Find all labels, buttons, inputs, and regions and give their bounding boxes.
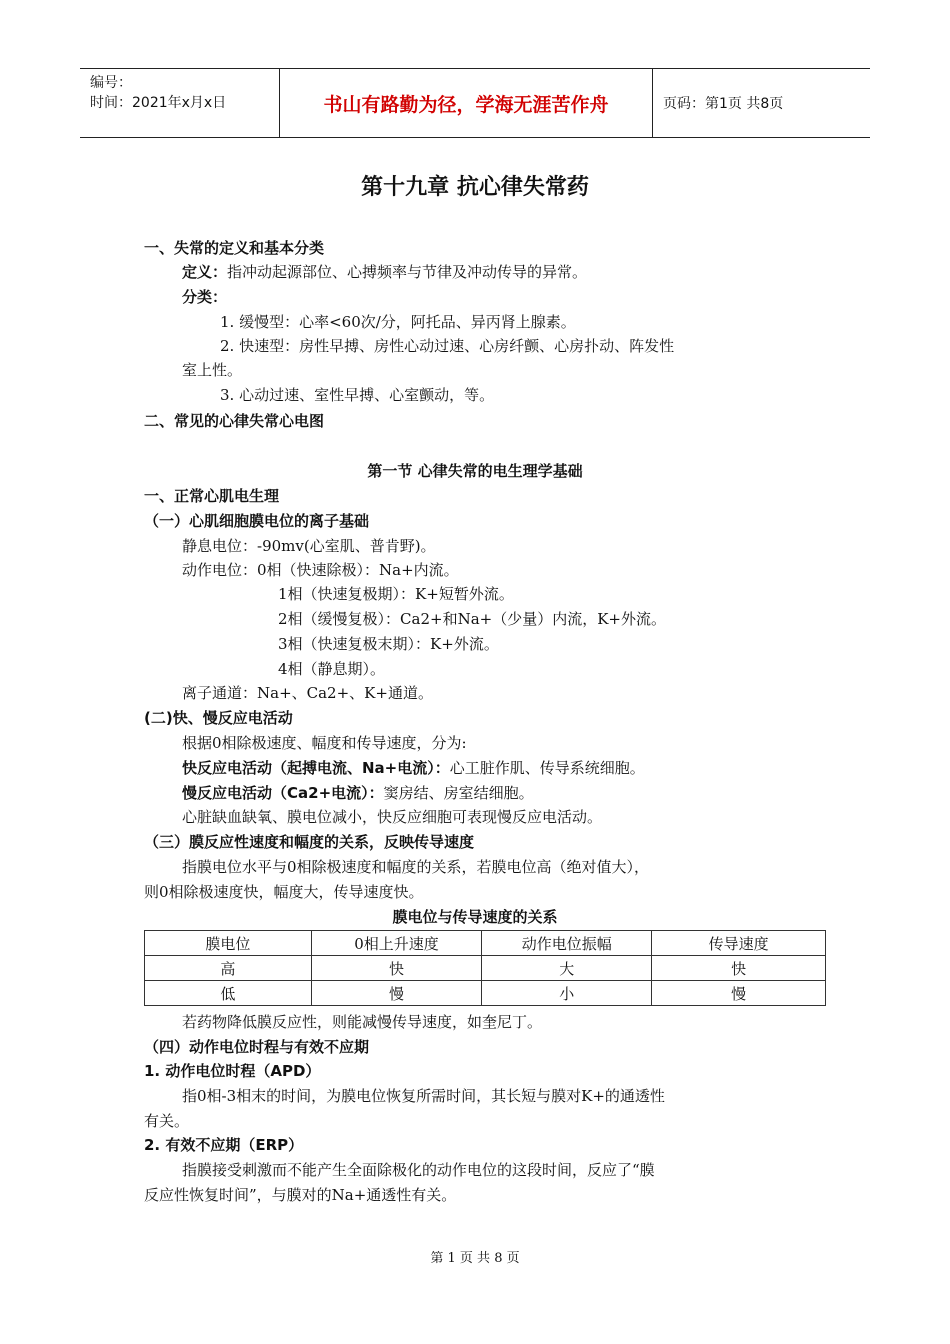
part-heading: 一、正常心肌电生理 (144, 487, 280, 505)
classification-label: 分类： (182, 288, 228, 306)
table-cell: 大 (482, 956, 652, 981)
table-cell: 低 (145, 981, 312, 1006)
table-row (145, 956, 826, 981)
resting-potential: 静息电位：-90mv(心室肌、普肯野)。 (182, 537, 436, 555)
membrane-potential-table (144, 930, 826, 1006)
table-cell: 慢 (652, 981, 826, 1006)
table-header-cell: 膜电位 (145, 931, 312, 956)
section-heading: 一、失常的定义和基本分类 (144, 239, 325, 257)
table-cell: 慢 (311, 981, 481, 1006)
subsection-heading: （一）心肌细胞膜电位的离子基础 (144, 512, 370, 530)
list-item: 3. 心动过速、室性早搏、心室颤动，等。 (220, 386, 495, 404)
paragraph: 则0相除极速度快，幅度大，传导速度快。 (144, 883, 424, 901)
slow-response-label: 慢反应电活动（Ca2+电流）： (182, 784, 384, 802)
table-header-cell: 动作电位振幅 (482, 931, 652, 956)
fast-response-label: 快反应电活动（起搏电流、Na+电流）： (182, 759, 450, 777)
date-label: 时间：2021年x月x日 (90, 95, 227, 111)
definition (182, 260, 587, 284)
definition-text: 指冲动起源部位、心搏频率与节律及冲动传导的异常。 (227, 263, 588, 281)
erp-heading: 2. 有效不应期（ERP） (144, 1136, 304, 1154)
phase-3: 3相（快速复极末期）：K+外流。 (278, 635, 499, 653)
subsection-heading: （三）膜反应性速度和幅度的关系，反映传导速度 (144, 833, 475, 851)
page-footer: 第 1 页 共 8 页 (430, 1251, 520, 1266)
fast-response-text: 心工脏作肌、传导系统细胞。 (449, 759, 645, 777)
definition-label: 定义： (182, 263, 228, 281)
apd-heading: 1. 动作电位时程（APD） (144, 1062, 321, 1080)
paragraph: 有关。 (144, 1112, 190, 1130)
phase-1: 1相（快速复极期）：K+短暂外流。 (278, 585, 514, 603)
table-row (145, 981, 826, 1006)
paragraph: 指膜电位水平与0相除极速度和幅度的关系，若膜电位高（绝对值大）， (182, 858, 650, 876)
document-header (80, 68, 870, 138)
table-title: 膜电位与传导速度的关系 (392, 908, 558, 926)
slow-response-text: 窦房结、房室结细胞。 (383, 784, 534, 802)
section-heading: 二、常见的心律失常心电图 (144, 412, 325, 430)
slow-response (182, 781, 534, 805)
list-item-continued: 室上性。 (182, 361, 243, 379)
table-cell: 快 (311, 956, 481, 981)
page-info: 页码：第1页 共8页 (663, 96, 784, 112)
table-header-row (145, 931, 826, 956)
code-label: 编号： (90, 75, 132, 91)
subsection-heading: (二)快、慢反应电活动 (144, 709, 293, 727)
paragraph: 指0相-3相末的时间，为膜电位恢复所需时间，其长短与膜对K+的通透性 (182, 1087, 665, 1105)
ion-channels: 离子通道：Na+、Ca2+、K+通道。 (182, 684, 433, 702)
header-meta (80, 69, 288, 137)
table-cell: 快 (652, 956, 826, 981)
phase-2: 2相（缓慢复极）：Ca2+和Na+（少量）内流，K+外流。 (278, 610, 666, 628)
fast-response (182, 756, 645, 780)
paragraph: 若药物降低膜反应性，则能减慢传导速度，如奎尼丁。 (182, 1013, 543, 1031)
table-cell: 高 (145, 956, 312, 981)
motto: 书山有路勤为径，学海无涯苦作舟 (279, 69, 653, 137)
paragraph: 指膜接受刺激而不能产生全面除极化的动作电位的这段时间，反应了“膜 (182, 1161, 655, 1179)
subsection-heading: （四）动作电位时程与有效不应期 (144, 1038, 370, 1056)
table-cell: 小 (482, 981, 652, 1006)
paragraph: 根据0相除极速度、幅度和传导速度，分为: (182, 734, 467, 752)
section-title: 第一节 心律失常的电生理学基础 (367, 462, 583, 480)
list-item: 1. 缓慢型：心率<60次/分，阿托品、异丙肾上腺素。 (220, 313, 576, 331)
list-item: 2. 快速型：房性早搏、房性心动过速、心房纤颤、心房扑动、阵发性 (220, 337, 675, 355)
paragraph: 反应性恢复时间”，与膜对的Na+通透性有关。 (144, 1186, 457, 1204)
phase-4: 4相（静息期）。 (278, 660, 386, 678)
table-header-cell: 0相上升速度 (311, 931, 481, 956)
table-header-cell: 传导速度 (652, 931, 826, 956)
paragraph: 心脏缺血缺氧、膜电位减小，快反应细胞可表现慢反应电活动。 (182, 808, 603, 826)
phase-0: 动作电位：0相（快速除极）：Na+内流。 (182, 561, 459, 579)
chapter-title: 第十九章 抗心律失常药 (361, 175, 589, 200)
